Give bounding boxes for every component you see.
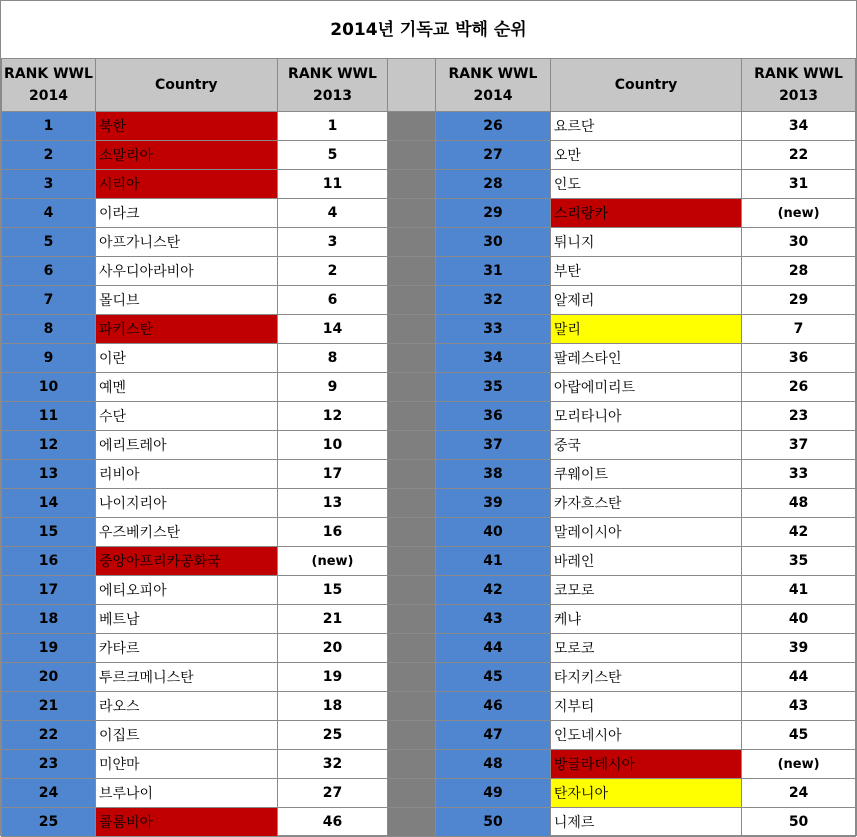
rank-2014-cell: 6 xyxy=(2,257,96,286)
rank-2013-cell: (new) xyxy=(742,199,856,228)
country-cell: 북한 xyxy=(95,112,277,141)
country-cell: 예멘 xyxy=(95,373,277,402)
rank-2014-cell: 20 xyxy=(2,663,96,692)
gap-cell xyxy=(388,808,436,837)
country-cell: 아프가니스탄 xyxy=(95,228,277,257)
rank-2013-cell: 21 xyxy=(277,605,388,634)
rank-2013-cell: 11 xyxy=(277,170,388,199)
country-cell: 타지키스탄 xyxy=(550,663,741,692)
country-cell: 파키스탄 xyxy=(95,315,277,344)
rank-2013-cell: 4 xyxy=(277,199,388,228)
rank-2013-cell: 17 xyxy=(277,460,388,489)
country-cell: 리비아 xyxy=(95,460,277,489)
country-cell: 투르크메니스탄 xyxy=(95,663,277,692)
rank-2013-cell: 35 xyxy=(742,547,856,576)
rank-2014-cell: 3 xyxy=(2,170,96,199)
table-row xyxy=(2,489,856,518)
rank-2013-cell: 29 xyxy=(742,286,856,315)
rank-2014-cell: 4 xyxy=(2,199,96,228)
table-row xyxy=(2,315,856,344)
country-cell: 중앙아프리카공화국 xyxy=(95,547,277,576)
header-row xyxy=(2,59,856,112)
rank-2014-cell: 11 xyxy=(2,402,96,431)
gap-cell xyxy=(388,750,436,779)
gap-cell xyxy=(388,112,436,141)
rank-2013-cell: 16 xyxy=(277,518,388,547)
rank-2014-cell: 5 xyxy=(2,228,96,257)
country-cell: 요르단 xyxy=(550,112,741,141)
rank-2014-cell: 37 xyxy=(436,431,551,460)
rank-2013-cell: 28 xyxy=(742,257,856,286)
header-country-left: Country xyxy=(95,59,277,112)
header-rank-2013-left: RANK WWL 2013 xyxy=(277,59,388,112)
rank-2013-cell: 42 xyxy=(742,518,856,547)
gap-cell xyxy=(388,431,436,460)
rank-2013-cell: 40 xyxy=(742,605,856,634)
rank-2014-cell: 23 xyxy=(2,750,96,779)
ranking-table xyxy=(1,58,856,837)
country-cell: 몰디브 xyxy=(95,286,277,315)
rank-2013-cell: 33 xyxy=(742,460,856,489)
country-cell: 이란 xyxy=(95,344,277,373)
rank-2013-cell: 46 xyxy=(277,808,388,837)
table-row xyxy=(2,605,856,634)
rank-2013-cell: 22 xyxy=(742,141,856,170)
table-row xyxy=(2,431,856,460)
header-rank-2014-right: RANK WWL 2014 xyxy=(436,59,551,112)
gap-cell xyxy=(388,228,436,257)
rank-2014-cell: 9 xyxy=(2,344,96,373)
page-title: 2014년 기독교 박해 순위 xyxy=(1,1,856,59)
rank-2014-cell: 44 xyxy=(436,634,551,663)
rank-2014-cell: 39 xyxy=(436,489,551,518)
rank-2013-cell: 14 xyxy=(277,315,388,344)
table-row xyxy=(2,576,856,605)
country-cell: 말레이시아 xyxy=(550,518,741,547)
rank-2014-cell: 48 xyxy=(436,750,551,779)
country-cell: 스리랑카 xyxy=(550,199,741,228)
gap-cell xyxy=(388,460,436,489)
rank-2014-cell: 35 xyxy=(436,373,551,402)
table-row xyxy=(2,402,856,431)
rank-2014-cell: 46 xyxy=(436,692,551,721)
rank-2013-cell: 24 xyxy=(742,779,856,808)
rank-2014-cell: 40 xyxy=(436,518,551,547)
rank-2014-cell: 22 xyxy=(2,721,96,750)
country-cell: 나이지리아 xyxy=(95,489,277,518)
gap-cell xyxy=(388,721,436,750)
rank-2014-cell: 10 xyxy=(2,373,96,402)
country-cell: 오만 xyxy=(550,141,741,170)
country-cell: 지부티 xyxy=(550,692,741,721)
rank-2013-cell: 9 xyxy=(277,373,388,402)
gap-cell xyxy=(388,692,436,721)
rank-2014-cell: 34 xyxy=(436,344,551,373)
rank-2013-cell: 7 xyxy=(742,315,856,344)
rank-2013-cell: 50 xyxy=(742,808,856,837)
rank-2014-cell: 7 xyxy=(2,286,96,315)
gap-cell xyxy=(388,547,436,576)
rank-2013-cell: 37 xyxy=(742,431,856,460)
table-row xyxy=(2,692,856,721)
country-cell: 코모로 xyxy=(550,576,741,605)
country-cell: 인도네시아 xyxy=(550,721,741,750)
table-row xyxy=(2,634,856,663)
table-row xyxy=(2,663,856,692)
country-cell: 부탄 xyxy=(550,257,741,286)
header-country-right: Country xyxy=(550,59,741,112)
country-cell: 사우디아라비아 xyxy=(95,257,277,286)
rank-2014-cell: 43 xyxy=(436,605,551,634)
rank-2014-cell: 15 xyxy=(2,518,96,547)
country-cell: 탄자니아 xyxy=(550,779,741,808)
rank-2014-cell: 45 xyxy=(436,663,551,692)
rank-2013-cell: 1 xyxy=(277,112,388,141)
country-cell: 에티오피아 xyxy=(95,576,277,605)
rank-2013-cell: 15 xyxy=(277,576,388,605)
rank-2013-cell: 3 xyxy=(277,228,388,257)
gap-cell xyxy=(388,663,436,692)
rank-2014-cell: 50 xyxy=(436,808,551,837)
rank-2014-cell: 8 xyxy=(2,315,96,344)
table-row xyxy=(2,228,856,257)
rank-2013-cell: 31 xyxy=(742,170,856,199)
gap-cell xyxy=(388,779,436,808)
country-cell: 소말리아 xyxy=(95,141,277,170)
rank-2013-cell: 26 xyxy=(742,373,856,402)
rank-2013-cell: 45 xyxy=(742,721,856,750)
country-cell: 모로코 xyxy=(550,634,741,663)
table-row xyxy=(2,199,856,228)
table-row xyxy=(2,460,856,489)
rank-2014-cell: 2 xyxy=(2,141,96,170)
rank-2013-cell: 19 xyxy=(277,663,388,692)
country-cell: 말리 xyxy=(550,315,741,344)
gap-cell xyxy=(388,634,436,663)
rank-2013-cell: 10 xyxy=(277,431,388,460)
country-cell: 에리트레아 xyxy=(95,431,277,460)
country-cell: 이라크 xyxy=(95,199,277,228)
country-cell: 모리타니아 xyxy=(550,402,741,431)
rank-2014-cell: 42 xyxy=(436,576,551,605)
country-cell: 바레인 xyxy=(550,547,741,576)
rank-2013-cell: 32 xyxy=(277,750,388,779)
rank-2013-cell: 12 xyxy=(277,402,388,431)
table-row xyxy=(2,518,856,547)
rank-2014-cell: 1 xyxy=(2,112,96,141)
rank-2013-cell: 30 xyxy=(742,228,856,257)
rank-2013-cell: 23 xyxy=(742,402,856,431)
country-cell: 팔레스타인 xyxy=(550,344,741,373)
rank-2013-cell: 39 xyxy=(742,634,856,663)
rank-2014-cell: 19 xyxy=(2,634,96,663)
table-row xyxy=(2,779,856,808)
country-cell: 방글라데시아 xyxy=(550,750,741,779)
rank-2014-cell: 38 xyxy=(436,460,551,489)
rank-2013-cell: 34 xyxy=(742,112,856,141)
table-row xyxy=(2,373,856,402)
country-cell: 알제리 xyxy=(550,286,741,315)
table-row xyxy=(2,257,856,286)
rank-2014-cell: 32 xyxy=(436,286,551,315)
rank-2014-cell: 33 xyxy=(436,315,551,344)
country-cell: 시리아 xyxy=(95,170,277,199)
gap-cell xyxy=(388,286,436,315)
rank-2014-cell: 26 xyxy=(436,112,551,141)
rank-2013-cell: 44 xyxy=(742,663,856,692)
rank-2014-cell: 28 xyxy=(436,170,551,199)
country-cell: 베트남 xyxy=(95,605,277,634)
country-cell: 쿠웨이트 xyxy=(550,460,741,489)
rank-2013-cell: 8 xyxy=(277,344,388,373)
country-cell: 이집트 xyxy=(95,721,277,750)
gap-cell xyxy=(388,576,436,605)
rank-2014-cell: 21 xyxy=(2,692,96,721)
rank-2014-cell: 17 xyxy=(2,576,96,605)
rank-2014-cell: 12 xyxy=(2,431,96,460)
gap-cell xyxy=(388,402,436,431)
rank-2014-cell: 14 xyxy=(2,489,96,518)
rank-2014-cell: 47 xyxy=(436,721,551,750)
country-cell: 튀니지 xyxy=(550,228,741,257)
country-cell: 아랍에미리트 xyxy=(550,373,741,402)
country-cell: 브루나이 xyxy=(95,779,277,808)
rank-2013-cell: 2 xyxy=(277,257,388,286)
header-rank-2013-right: RANK WWL 2013 xyxy=(742,59,856,112)
country-cell: 라오스 xyxy=(95,692,277,721)
rank-2014-cell: 29 xyxy=(436,199,551,228)
rank-2013-cell: 20 xyxy=(277,634,388,663)
rank-2014-cell: 36 xyxy=(436,402,551,431)
country-cell: 카자흐스탄 xyxy=(550,489,741,518)
rank-2013-cell: 41 xyxy=(742,576,856,605)
rank-2013-cell: 36 xyxy=(742,344,856,373)
header-gap xyxy=(388,59,436,112)
country-cell: 미얀마 xyxy=(95,750,277,779)
country-cell: 케냐 xyxy=(550,605,741,634)
gap-cell xyxy=(388,141,436,170)
rank-2014-cell: 16 xyxy=(2,547,96,576)
gap-cell xyxy=(388,605,436,634)
table-row xyxy=(2,547,856,576)
gap-cell xyxy=(388,344,436,373)
table-row xyxy=(2,344,856,373)
table-row xyxy=(2,808,856,837)
rank-2014-cell: 18 xyxy=(2,605,96,634)
gap-cell xyxy=(388,199,436,228)
gap-cell xyxy=(388,257,436,286)
gap-cell xyxy=(388,170,436,199)
table-row xyxy=(2,750,856,779)
rank-2013-cell: (new) xyxy=(277,547,388,576)
rank-2013-cell: (new) xyxy=(742,750,856,779)
table-row xyxy=(2,170,856,199)
gap-cell xyxy=(388,373,436,402)
rank-2013-cell: 13 xyxy=(277,489,388,518)
rank-2014-cell: 25 xyxy=(2,808,96,837)
rank-2014-cell: 30 xyxy=(436,228,551,257)
rank-2014-cell: 13 xyxy=(2,460,96,489)
rank-2014-cell: 24 xyxy=(2,779,96,808)
rank-2013-cell: 6 xyxy=(277,286,388,315)
table-row xyxy=(2,286,856,315)
country-cell: 니제르 xyxy=(550,808,741,837)
country-cell: 중국 xyxy=(550,431,741,460)
country-cell: 우즈베키스탄 xyxy=(95,518,277,547)
rank-2014-cell: 41 xyxy=(436,547,551,576)
rank-2013-cell: 27 xyxy=(277,779,388,808)
table-row xyxy=(2,141,856,170)
rank-2013-cell: 48 xyxy=(742,489,856,518)
rank-2013-cell: 5 xyxy=(277,141,388,170)
rank-2014-cell: 27 xyxy=(436,141,551,170)
gap-cell xyxy=(388,518,436,547)
table-row xyxy=(2,721,856,750)
rank-2014-cell: 49 xyxy=(436,779,551,808)
gap-cell xyxy=(388,315,436,344)
country-cell: 콜롬비아 xyxy=(95,808,277,837)
rank-2013-cell: 18 xyxy=(277,692,388,721)
country-cell: 수단 xyxy=(95,402,277,431)
rank-2013-cell: 25 xyxy=(277,721,388,750)
header-rank-2014-left: RANK WWL 2014 xyxy=(2,59,96,112)
country-cell: 인도 xyxy=(550,170,741,199)
rank-2014-cell: 31 xyxy=(436,257,551,286)
gap-cell xyxy=(388,489,436,518)
rank-2013-cell: 43 xyxy=(742,692,856,721)
country-cell: 카타르 xyxy=(95,634,277,663)
table-row xyxy=(2,112,856,141)
